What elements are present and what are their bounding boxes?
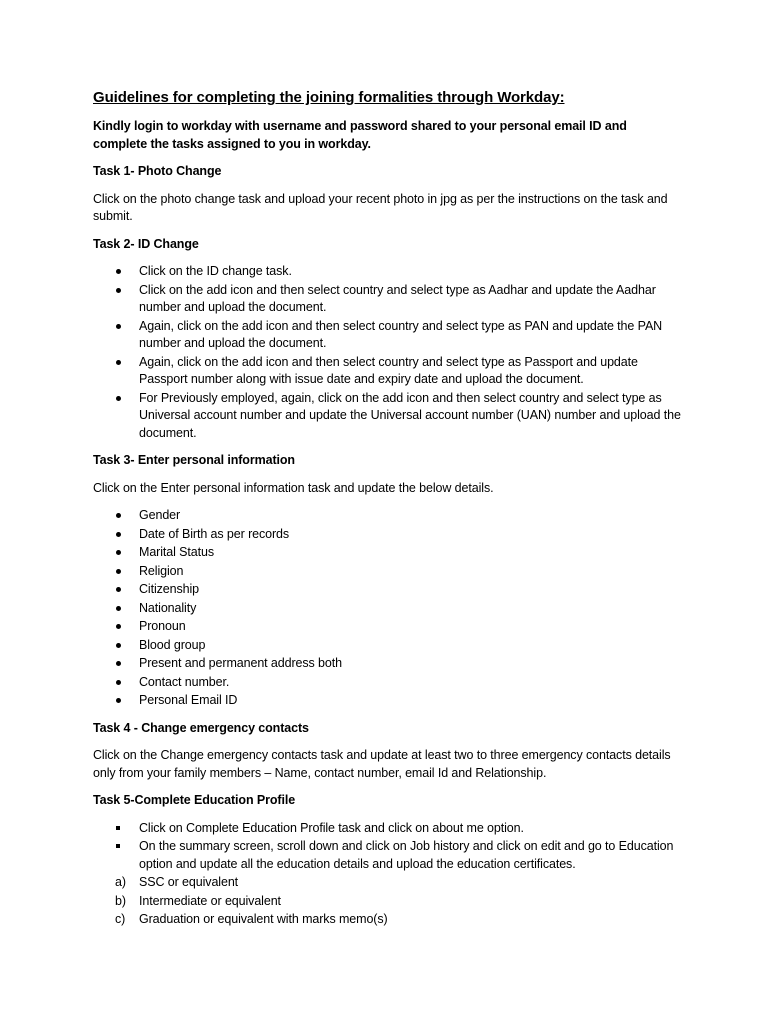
task5-sublist [93,874,683,929]
task1-heading: Task 1- Photo Change [93,164,222,178]
list-item-text: Graduation or equivalent with marks memo(s) [139,912,388,926]
task3-text: Click on the Enter personal information task and update the below details. [93,480,494,495]
task4-text: Click on the Change emergency contacts task and update at least two to three emergency contacts details only from your family members – Name, contact number, email Id and Relationship. [93,748,671,780]
list-item: For Previously employed, again, click on the add icon and then select country and select type as Universal account number and update the Universal account number (UAN) number and upload the document. [93,390,683,443]
list-item: Present and permanent address both [93,655,683,673]
list-item: Marital Status [93,544,683,562]
list-item: Personal Email ID [93,692,683,710]
intro-paragraph: Kindly login to workday with username and password shared to your personal email ID and complete the tasks assigned to you in workday. [93,119,627,151]
list-marker: b) [115,893,126,908]
task2-heading: Task 2- ID Change [93,236,199,251]
list-item: Click on the add icon and then select country and select type as Aadhar and update the Aadhar number and upload the document. [93,282,683,317]
list-item: Gender [93,507,683,525]
task3-heading: Task 3- Enter personal information [93,453,295,467]
task1-text: Click on the photo change task and upload your recent photo in jpg as per the instructions on the task and submit. [93,191,668,223]
list-item: Again, click on the add icon and then select country and select type as Passport and update Passport number along with issue date and expiry date and upload the document. [93,354,683,389]
list-item: Again, click on the add icon and then select country and select type as PAN and update the PAN number and upload the document. [93,318,683,353]
list-item: Contact number. [93,674,683,692]
task3-list [93,507,683,710]
list-item [93,911,683,929]
document-title: Guidelines for completing the joining formalities through Workday: [93,89,565,106]
document-page [93,88,683,939]
task4-heading: Task 4 - Change emergency contacts [93,720,309,735]
list-item-text: SSC or equivalent [139,875,239,889]
list-item: Pronoun [93,618,683,636]
list-item: Click on the ID change task. [93,263,683,281]
task5-list [93,820,683,874]
list-item: Religion [93,563,683,581]
list-item: Citizenship [93,581,683,599]
task5-heading: Task 5-Complete Education Profile [93,793,296,807]
list-item: Date of Birth as per records [93,526,683,544]
list-item: On the summary screen, scroll down and click on Job history and click on edit and go to Education option and update all the education details and upload the education certificates. [93,838,683,873]
list-item: Blood group [93,637,683,655]
list-item [93,893,683,911]
list-marker: a) [115,875,126,889]
list-item [93,874,683,892]
list-item-text: Intermediate or equivalent [139,893,281,908]
list-item: Click on Complete Education Profile task and click on about me option. [93,820,683,838]
list-item: Nationality [93,600,683,618]
list-marker: c) [115,912,126,926]
task2-list [93,263,683,442]
